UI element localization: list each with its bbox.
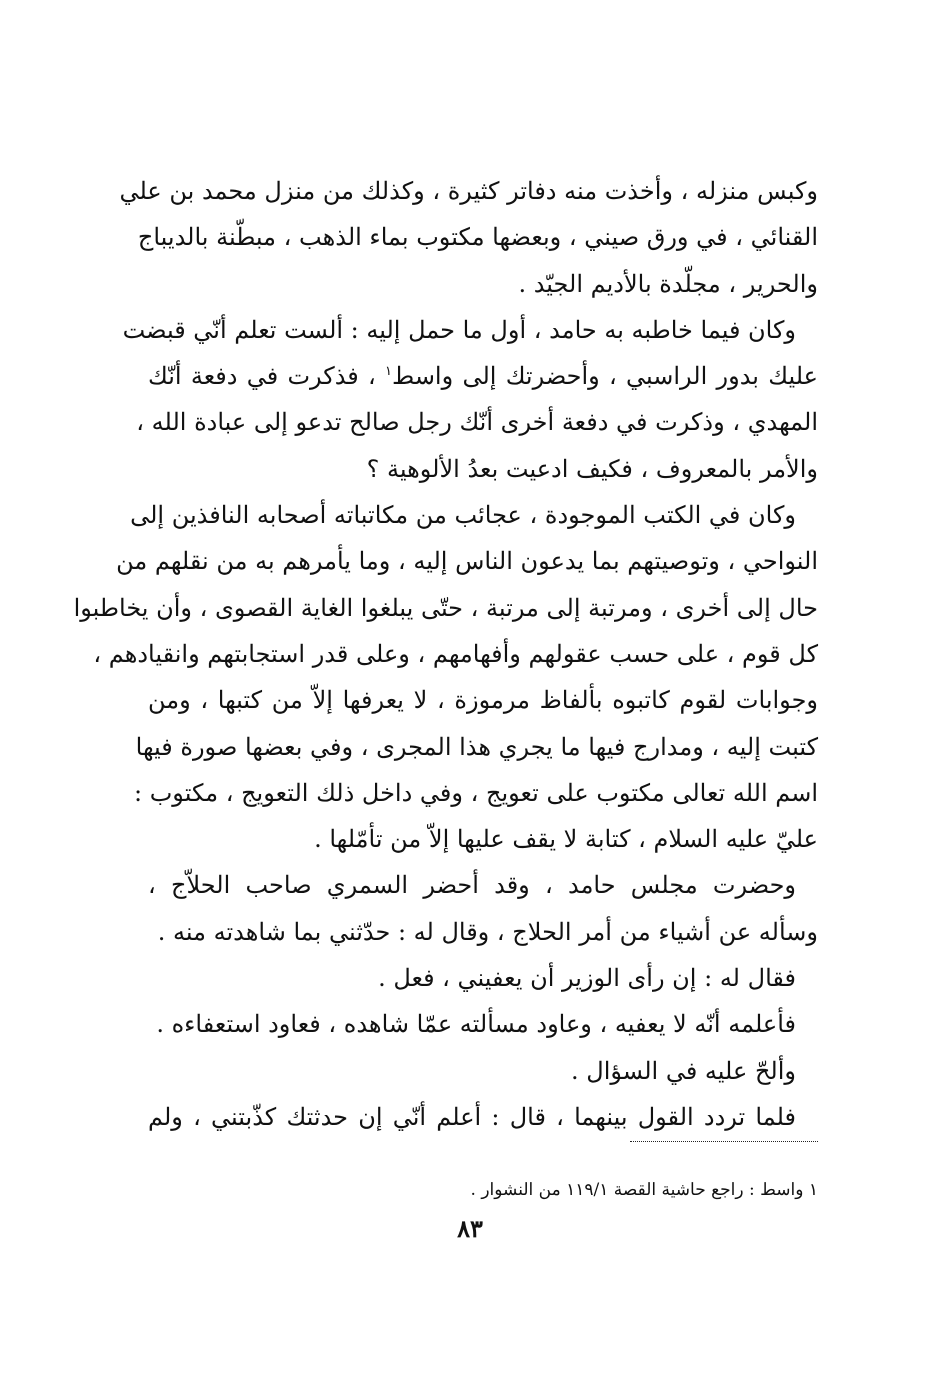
line-text: وكان في الكتب الموجودة ، عجائب من مكاتباته أصحابه النافذين إلى bbox=[130, 501, 796, 530]
text-line bbox=[136, 399, 818, 445]
text-line bbox=[148, 955, 818, 1001]
text-line bbox=[148, 677, 818, 723]
line-text: فقال له : إن رأى الوزير أن يعفيني ، فعل . bbox=[378, 964, 796, 993]
line-text: وكبس منزله ، وأخذت منه دفاتر كثيرة ، وكذلك من منزل محمد بن علي bbox=[119, 177, 818, 205]
line-text: اسم الله تعالى مكتوب على تعويج ، وفي داخل ذلك التعويج ، مكتوب : bbox=[134, 778, 818, 807]
text-line bbox=[148, 909, 818, 955]
line-text-continuation: ، فذكرت في دفعة أنّك bbox=[148, 362, 386, 391]
text-line bbox=[148, 1094, 818, 1140]
text-line bbox=[119, 168, 818, 214]
text-line bbox=[135, 724, 818, 770]
line-text: حال إلى أخرى ، ومرتبة إلى مرتبة ، حتّى يبلغوا الغاية القصوى ، وأن يخاطبوا bbox=[73, 593, 818, 622]
line-text: والحرير ، مجلّدة بالأديم الجيّد . bbox=[518, 269, 818, 298]
line-text: كل قوم ، على حسب عقولهم وأفهامهم ، وعلى قدر استجابتهم وانقيادهم ، bbox=[93, 639, 818, 668]
line-text: وجوابات لقوم كاتبوه بألفاظ مرموزة ، لا يعرفها إلاّ من كتبها ، ومن bbox=[148, 686, 818, 715]
text-line bbox=[148, 261, 818, 307]
footnote-marker: ١ bbox=[385, 364, 393, 380]
line-text: فلما تردد القول بينهما ، قال : أعلم أنّي إن حدثتك كذّبتني ، ولم bbox=[148, 1102, 796, 1131]
text-line bbox=[93, 631, 818, 677]
text-line bbox=[130, 492, 818, 538]
line-text: عليّ عليه السلام ، كتابة لا يقف عليها إلاّ من تأمّلها . bbox=[314, 825, 818, 854]
text-line bbox=[148, 862, 818, 908]
text-line bbox=[134, 770, 818, 816]
text-line bbox=[148, 816, 818, 862]
line-text: وسأله عن أشياء من أمر الحلاج ، وقال له : حدّثني بما شاهدته منه . bbox=[157, 917, 818, 946]
line-text: وألحّ عليه في السؤال . bbox=[571, 1056, 796, 1085]
page-number: ٨٣ bbox=[457, 1214, 483, 1243]
text-line bbox=[116, 538, 818, 584]
line-text: عليك بدور الراسبي ، وأحضرتك إلى واسط bbox=[392, 362, 818, 391]
text-line bbox=[148, 1001, 818, 1047]
line-text: وكان فيما خاطبه به حامد ، أول ما حمل إليه : ألست تعلم أنّي قبضت bbox=[122, 315, 796, 344]
text-line bbox=[73, 585, 818, 631]
line-text: القنائي ، في ورق صيني ، وبعضها مكتوب بماء الذهب ، مبطّنة بالديباج bbox=[137, 223, 818, 252]
text-line bbox=[137, 214, 818, 260]
line-text: وحضرت مجلس حامد ، وقد أحضر السمري صاحب الحلاّج ، bbox=[148, 871, 796, 900]
footnote: ١ واسط : راجع حاشية القصة ١١٩/١ من النشوار . bbox=[470, 1180, 818, 1200]
line-text: والأمر بالمعروف ، فكيف ادعيت بعدُ الألوهية ؟ bbox=[366, 454, 818, 483]
line-text: النواحي ، وتوصيتهم بما يدعون الناس إليه ، وما يأمرهم به من نقلهم من bbox=[116, 547, 818, 576]
line-text: فأعلمه أنّه لا يعفيه ، وعاود مسألته عمّا شاهده ، فعاود استعفاءه . bbox=[156, 1010, 796, 1039]
text-line bbox=[148, 446, 818, 492]
text-line bbox=[122, 307, 818, 353]
footnote-separator bbox=[630, 1141, 818, 1142]
text-line bbox=[148, 353, 818, 399]
line-text: المهدي ، وذكرت في دفعة أخرى أنّك رجل صالح تدعو إلى عبادة الله ، bbox=[136, 408, 818, 437]
text-line bbox=[148, 1048, 818, 1094]
line-text: كتبت إليه ، ومدارج فيها ما يجري هذا المجرى ، وفي بعضها صورة فيها bbox=[135, 732, 818, 761]
main-text-block bbox=[73, 168, 818, 1140]
